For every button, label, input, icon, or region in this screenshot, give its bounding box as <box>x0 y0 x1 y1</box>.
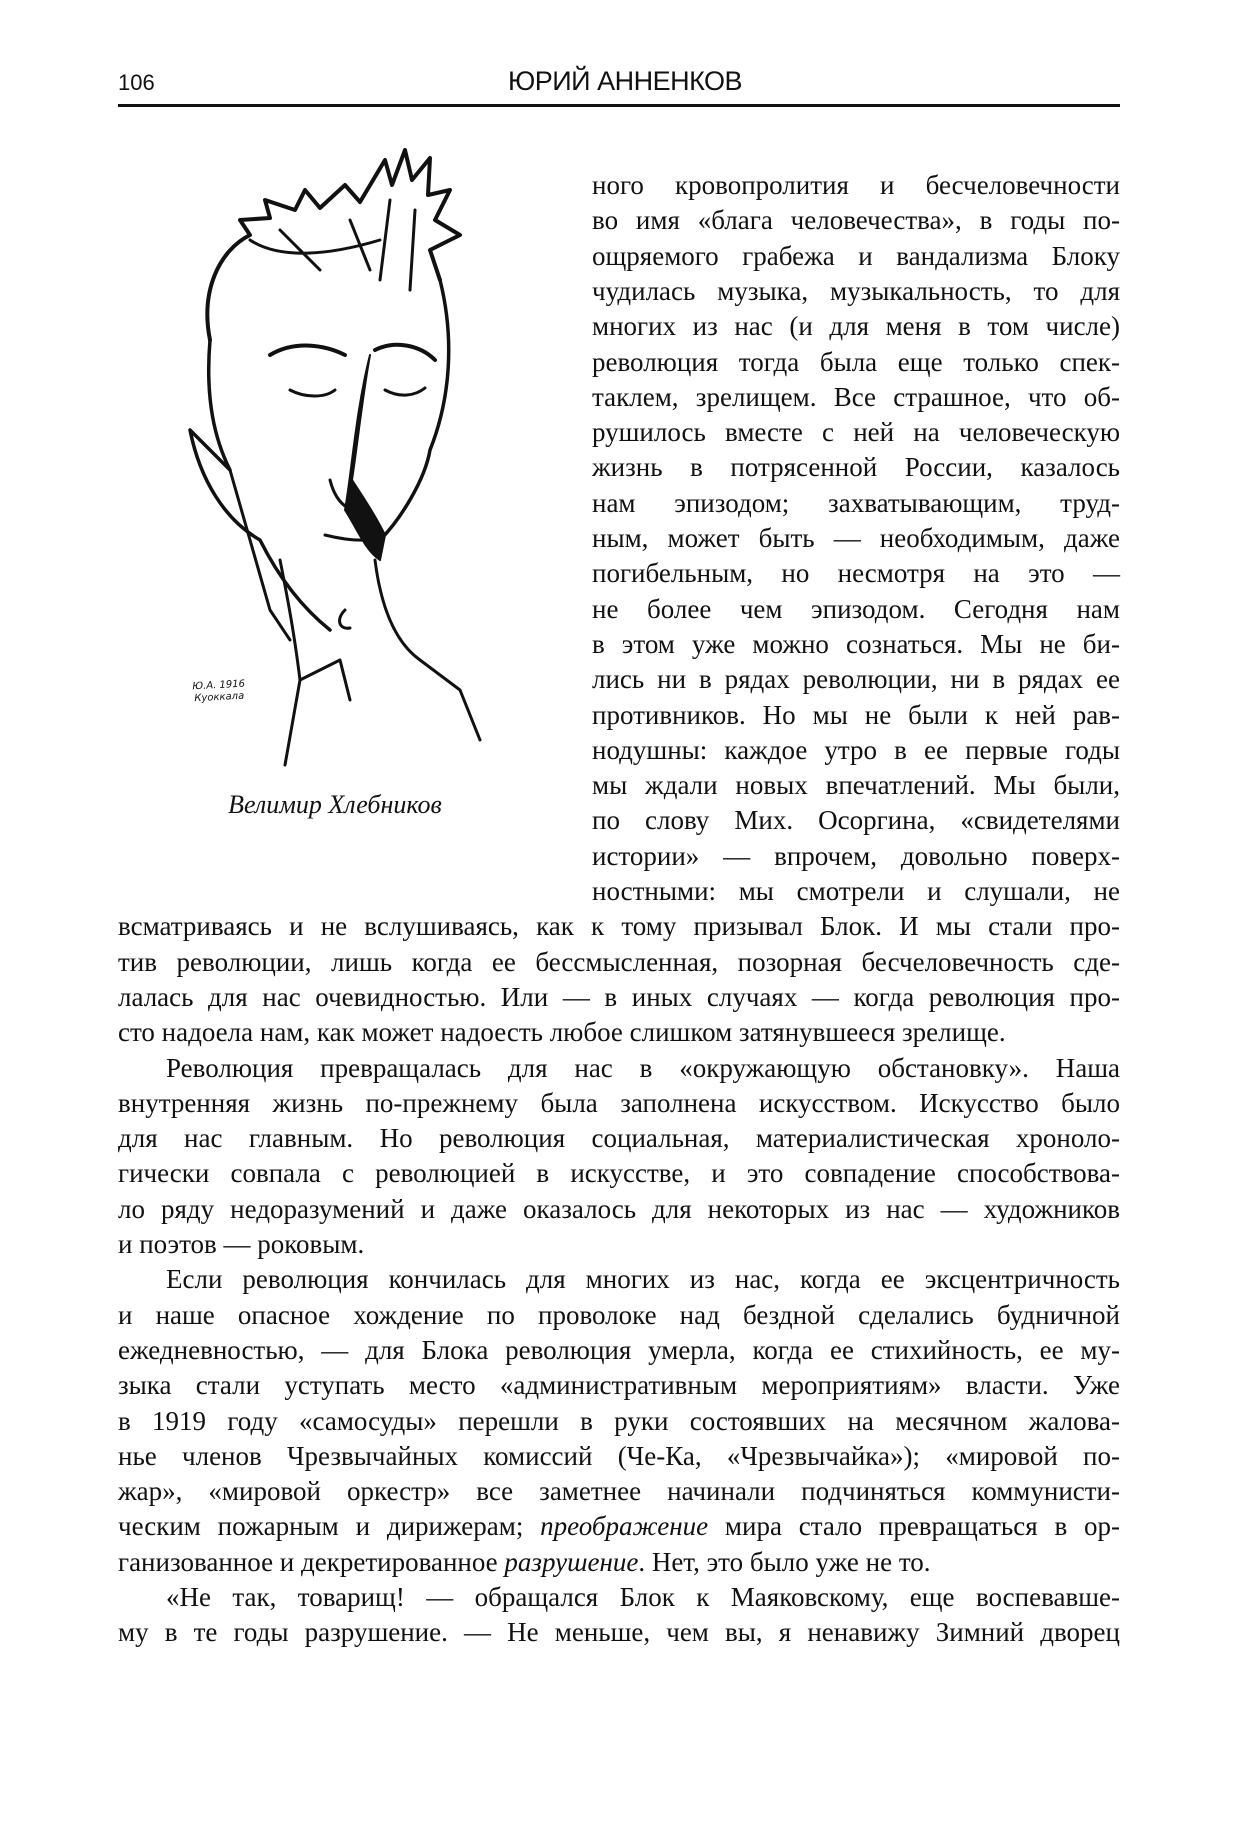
text-line <box>118 1333 1120 1368</box>
text-run: жар», «мировой оркестр» все заметнее начинали подчиняться коммунисти- <box>118 1476 1120 1507</box>
text-line-content <box>592 345 1120 380</box>
text-run: ло ряду недоразумений и даже оказалось для некоторых из нас — художников <box>118 1193 1120 1224</box>
text-line <box>592 450 1120 485</box>
text-run: ощряемого грабежа и вандализма Блоку <box>592 240 1120 271</box>
text-line-content <box>592 662 1120 697</box>
text-run: в 1919 году «самосуды» перешли в руки состоявших на месячном жалова- <box>118 1405 1120 1436</box>
text-line <box>592 239 1120 274</box>
text-run: ежедневностью, — для Блока революция умерла, когда ее стихийность, ее му- <box>118 1334 1120 1365</box>
text-line-content <box>118 909 1120 944</box>
text-line <box>592 309 1120 344</box>
text-line <box>118 1086 1120 1121</box>
text-line <box>592 556 1120 591</box>
text-line-content <box>592 874 1120 909</box>
text-run: во имя «блага человечества», в годы по- <box>592 205 1120 236</box>
text-line <box>118 1298 1120 1333</box>
italic-text: разрушение <box>504 1546 639 1577</box>
text-run: гически совпала с революцией в искусстве, и это совпадение способствова- <box>118 1158 1120 1189</box>
text-line <box>592 768 1120 803</box>
text-line <box>592 698 1120 733</box>
text-run: не более чем эпизодом. Сегодня нам <box>592 593 1120 624</box>
text-run: чудилась музыка, музыкальность, то для <box>592 275 1120 306</box>
text-run: «Не так, товарищ! — обращался Блок к Маяковскому, еще воспевавше- <box>166 1582 1120 1612</box>
text-line <box>118 1404 1120 1439</box>
text-line <box>592 380 1120 415</box>
text-line-content <box>118 1086 1120 1121</box>
text-run: сто надоела нам, как может надоесть любое слишком затянувшееся зрелище. <box>118 1017 1006 1048</box>
text-line <box>592 733 1120 768</box>
text-run: по слову Мих. Осоргина, «свидетелями <box>592 805 1120 836</box>
text-line <box>592 521 1120 556</box>
text-line-content <box>118 1298 1120 1333</box>
text-line <box>592 874 1120 909</box>
text-line-content <box>118 1368 1120 1403</box>
header-rule <box>118 104 1120 107</box>
text-line-content <box>118 1509 1120 1544</box>
text-run: жизнь в потрясенной России, казалось <box>592 452 1120 483</box>
text-line-content <box>592 733 1120 768</box>
text-line <box>118 1156 1120 1191</box>
text-line-content <box>592 450 1120 485</box>
text-line <box>118 1545 1120 1580</box>
text-line <box>118 945 1120 980</box>
text-line-content <box>118 1192 1120 1227</box>
text-run: лалась для нас очевидностью. Или — в иных случаях — когда революция про- <box>118 981 1120 1012</box>
text-run: в этом уже можно сознаться. Мы не би- <box>592 628 1120 659</box>
text-line-content <box>118 1015 1120 1050</box>
text-line-content <box>592 309 1120 344</box>
text-line-content <box>592 803 1120 838</box>
text-run: ным, может быть — необходимым, даже <box>592 523 1120 553</box>
text-run: рушилось вместе с ней на человеческую <box>592 417 1120 448</box>
text-run: всматриваясь и не вслушиваясь, как к тому призывал Блок. И мы стали про- <box>118 911 1120 942</box>
text-line-content <box>118 1227 1120 1262</box>
text-line-content <box>592 839 1120 874</box>
text-line-content <box>118 1404 1120 1439</box>
text-run: нам эпизодом; захватывающим, труд- <box>592 487 1120 518</box>
text-line <box>592 203 1120 238</box>
page-number: 106 <box>118 70 155 95</box>
artist-signature: Ю.А. 1916 Куоккала <box>192 678 246 705</box>
text-line-content <box>118 1051 1120 1086</box>
text-line <box>592 345 1120 380</box>
text-line <box>118 1121 1120 1156</box>
text-line-content <box>118 1439 1120 1474</box>
text-line <box>118 1474 1120 1509</box>
text-line-content <box>118 1156 1120 1191</box>
text-run: нодушны: каждое утро в ее первые годы <box>592 734 1120 765</box>
text-line-content <box>592 486 1120 521</box>
text-run: . Нет, это было уже не то. <box>638 1546 931 1577</box>
text-line-content <box>592 274 1120 309</box>
text-line <box>118 1262 1120 1297</box>
text-run: таклем, зрелищем. Все страшное, что об- <box>592 381 1120 412</box>
text-line-content <box>118 1580 1120 1615</box>
text-line <box>118 909 1120 944</box>
text-line <box>118 1509 1120 1544</box>
text-line <box>592 274 1120 309</box>
text-run: революция тогда была еще только спек- <box>592 346 1120 377</box>
text-run: зыка стали уступать место «административным мероприятиям» власти. Уже <box>118 1370 1120 1401</box>
text-run: противников. Но мы не были к ней рав- <box>592 699 1120 730</box>
italic-text: преображение <box>540 1511 709 1542</box>
text-line-content <box>592 556 1120 591</box>
text-run: ного кровопролития и бесчеловечности <box>592 170 1120 200</box>
text-line-content <box>592 768 1120 803</box>
text-run: ганизованное и декретированное <box>118 1546 505 1577</box>
text-line <box>592 486 1120 521</box>
text-run: и наше опасное хождение по проволоке над бездной сделались будничной <box>118 1299 1120 1330</box>
text-line-content <box>118 1474 1120 1509</box>
text-line <box>118 1615 1120 1650</box>
text-line <box>592 415 1120 450</box>
text-line <box>118 1051 1120 1086</box>
text-line-content <box>118 1333 1120 1368</box>
text-line-content <box>592 239 1120 274</box>
text-run: мы ждали новых впечатлений. Мы были, <box>592 770 1120 801</box>
text-line-content <box>592 415 1120 450</box>
text-line-content <box>118 1121 1120 1156</box>
text-line <box>118 1227 1120 1262</box>
text-run: ческим пожарным и дирижерам; <box>118 1511 541 1542</box>
text-line-content <box>592 592 1120 627</box>
running-title: ЮРИЙ АННЕНКОВ <box>507 66 743 96</box>
text-run: и поэтов — роковым. <box>118 1229 365 1259</box>
portrait-illustration <box>130 140 510 770</box>
text-line <box>592 662 1120 697</box>
text-run: му в те годы разрушение. — Не меньше, чем вы, я ненавижу Зимний дворец <box>118 1617 1120 1648</box>
text-line <box>592 839 1120 874</box>
text-line <box>118 980 1120 1015</box>
text-run: для нас главным. Но революция социальная, материалистическая хроноло- <box>118 1123 1120 1154</box>
text-line <box>592 592 1120 627</box>
text-line-content <box>118 1545 1120 1580</box>
text-line <box>592 627 1120 662</box>
text-line-content <box>592 168 1120 203</box>
text-line-content <box>592 203 1120 238</box>
text-line-content <box>118 1615 1120 1650</box>
text-line <box>118 1015 1120 1050</box>
text-line <box>118 1368 1120 1403</box>
text-run: мира стало превращаться в ор- <box>708 1511 1120 1542</box>
text-line-content <box>118 1262 1120 1297</box>
text-line <box>118 1439 1120 1474</box>
text-run: тив революции, лишь когда ее бессмысленная, позорная бесчеловечность сде- <box>118 946 1120 977</box>
text-line-content <box>118 980 1120 1015</box>
text-line-content <box>592 698 1120 733</box>
text-line-content <box>118 945 1120 980</box>
text-line <box>592 168 1120 203</box>
text-line-content <box>592 521 1120 556</box>
text-run: истории» — впрочем, довольно поверх- <box>592 840 1120 871</box>
text-run: нье членов Чрезвычайных комиссий (Че-Ка, «Чрезвычайка»); «мировой по- <box>118 1440 1120 1471</box>
text-run: внутренняя жизнь по-прежнему была заполнена искусством. Искусство было <box>118 1087 1120 1118</box>
text-line <box>592 803 1120 838</box>
text-run: Революция превращалась для нас в «окружающую обстановку». Наша <box>166 1052 1120 1083</box>
text-line <box>118 1580 1120 1615</box>
text-run: Если революция кончилась для многих из нас, когда ее эксцентричность <box>166 1264 1120 1295</box>
text-line-content <box>592 627 1120 662</box>
text-run: лись ни в рядах революции, ни в рядах ее <box>592 664 1120 695</box>
figure-caption: Велимир Хлебников <box>228 790 442 819</box>
text-run: погибельным, но несмотря на это — <box>592 558 1120 589</box>
text-line <box>118 1192 1120 1227</box>
text-line-content <box>592 380 1120 415</box>
text-run: многих из нас (и для меня в том числе) <box>592 311 1120 342</box>
text-run: ностными: мы смотрели и слушали, не <box>592 876 1120 906</box>
